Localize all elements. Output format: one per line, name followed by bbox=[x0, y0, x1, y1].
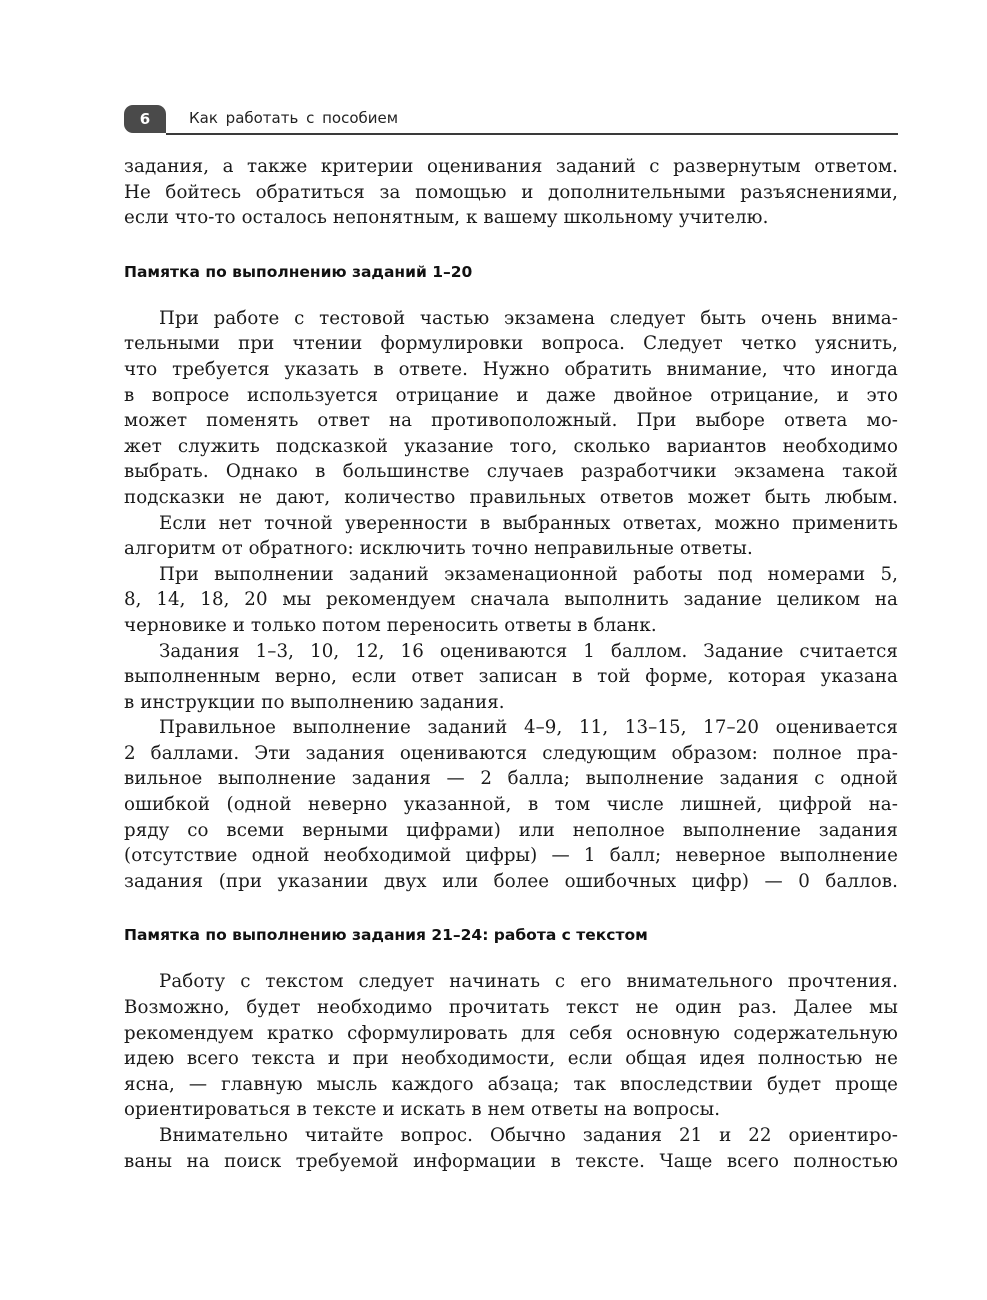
text-line: может поменять ответ на противоположный. При выборе ответа мо- bbox=[124, 410, 898, 432]
spacer bbox=[124, 894, 898, 924]
text-line: задания (при указании двух или более ошибочных цифр) — 0 баллов. bbox=[124, 870, 898, 892]
text-line: При работе с тестовой частью экзамена следует быть очень внима- bbox=[159, 307, 898, 329]
running-title: Как работать с пособием bbox=[189, 109, 399, 127]
text-line: рекомендуем кратко сформулировать для себя основную содержательную bbox=[124, 1022, 898, 1044]
text-line: идею всего текста и при необходимости, если общая идея полностью не bbox=[124, 1048, 898, 1070]
text-line: Если нет точной уверенности в выбранных ответах, можно применить bbox=[159, 512, 898, 534]
text-line: ошибкой (одной неверно указанной, в том числе лишней, цифрой на- bbox=[124, 794, 898, 816]
text-line: 8, 14, 18, 20 мы рекомендуем сначала выполнить задание целиком на bbox=[124, 589, 898, 611]
text-line: в инструкции по выполнению задания. bbox=[124, 691, 505, 713]
text-line: алгоритм от обратного: исключить точно неправильные ответы. bbox=[124, 538, 753, 560]
text-line: Возможно, будет необходимо прочитать текст не один раз. Далее мы bbox=[124, 997, 898, 1019]
text-line: задания, а также критерии оценивания заданий с развернутым ответом. bbox=[124, 156, 898, 177]
text-line: 2 баллами. Эти задания оцениваются следующим образом: полное пра- bbox=[124, 742, 898, 764]
text-line: ориентироваться в тексте и искать в нем ответы на вопросы. bbox=[124, 1099, 721, 1121]
page-header bbox=[124, 105, 898, 135]
section2-paragraph-2 bbox=[124, 1123, 898, 1174]
section1-paragraph-1 bbox=[124, 306, 898, 511]
text-line: выбрать. Однако в большинстве случаев разработчики экзамена такой bbox=[124, 461, 898, 483]
text-line: Внимательно читайте вопрос. Обычно задания 21 и 22 ориентиро- bbox=[159, 1125, 898, 1146]
spacer bbox=[124, 946, 898, 969]
text-line: вильное выполнение задания — 2 балла; выполнение задания с одной bbox=[124, 768, 898, 790]
intro-paragraph bbox=[124, 154, 898, 231]
section-heading-1: Памятка по выполнению заданий 1–20 bbox=[124, 262, 473, 281]
header-rule bbox=[166, 133, 898, 135]
section-heading-2: Памятка по выполнению задания 21–24: работа с текстом bbox=[124, 926, 648, 945]
text-line: Работу с текстом следует начинать с его внимательного прочтения. bbox=[159, 971, 898, 993]
spacer bbox=[124, 231, 898, 261]
text-line: (отсутствие одной необходимой цифры) — 1 балл; неверное выполнение bbox=[124, 845, 898, 867]
text-line: выполненным верно, если ответ записан в той форме, которая указана bbox=[124, 666, 898, 688]
text-line: жет служить подсказкой указание того, сколько вариантов необходимо bbox=[124, 435, 898, 457]
section1-paragraph-4 bbox=[124, 639, 898, 716]
section1-paragraph-2 bbox=[124, 511, 898, 562]
text-line: что требуется указать в ответе. Нужно обратить внимание, что иногда bbox=[124, 358, 898, 380]
text-line: Задания 1–3, 10, 12, 16 оцениваются 1 баллом. Задание считается bbox=[159, 640, 898, 662]
section2-paragraph-1 bbox=[124, 969, 898, 1123]
page-number-badge: 6 bbox=[124, 105, 166, 133]
text-line: ряду со всеми верными цифрами) или неполное выполнение задания bbox=[124, 819, 898, 841]
section1-paragraph-5 bbox=[124, 715, 898, 894]
spacer bbox=[124, 283, 898, 306]
text-line: При выполнении заданий экзаменационной работы под номерами 5, bbox=[159, 563, 898, 585]
section1-paragraph-3 bbox=[124, 562, 898, 639]
text-line: если что-то осталось непонятным, к вашему школьному учителю. bbox=[124, 207, 769, 229]
text-line: Правильное выполнение заданий 4–9, 11, 13–15, 17–20 оценивается bbox=[159, 717, 898, 739]
text-line: ваны на поиск требуемой информации в тексте. Чаще всего полностью bbox=[124, 1150, 898, 1172]
page-content bbox=[124, 154, 898, 1174]
text-line: тельными при чтении формулировки вопроса. Следует четко уяснить, bbox=[124, 333, 898, 355]
text-line: в вопросе используется отрицание и даже двойное отрицание, и это bbox=[124, 384, 898, 406]
text-line: ясна, — главную мысль каждого абзаца; так впоследствии будет проще bbox=[124, 1073, 898, 1095]
text-line: подсказки не дают, количество правильных ответов может быть любым. bbox=[124, 486, 898, 508]
text-line: черновике и только потом переносить ответы в бланк. bbox=[124, 614, 657, 636]
text-line: Не бойтесь обратиться за помощью и дополнительными разъяснениями, bbox=[124, 181, 898, 203]
